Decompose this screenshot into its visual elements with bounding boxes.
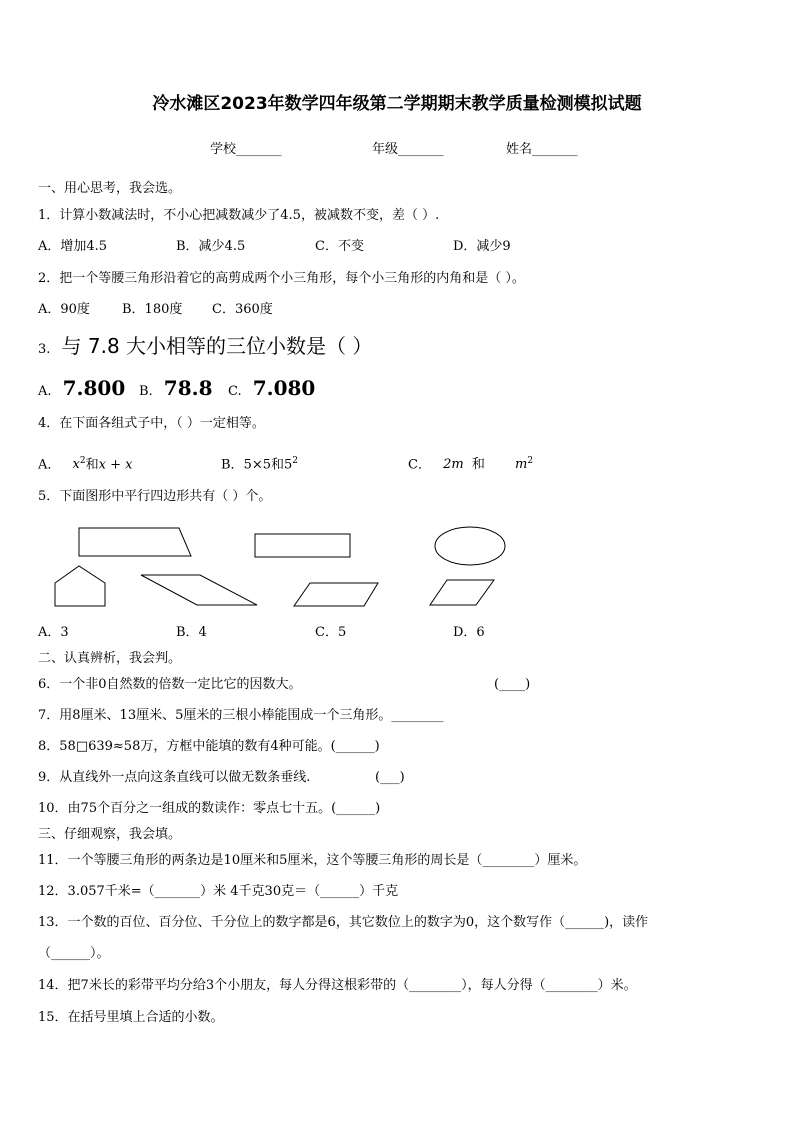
name-field[interactable]: 姓名_______ [506,142,578,157]
q1-option-b[interactable]: B．减少4.5 [176,239,246,254]
q4-c-sup: 2 [527,456,534,466]
q1-option-c[interactable]: C．不变 [315,239,364,254]
q4-c-expr: 2m [443,457,464,473]
q3-text: 与 7.8 大小相等的三位小数是（ ） [61,334,373,358]
question-5: 5．下面图形中平行四边形共有（ ）个。 [38,489,272,504]
question-10: 10．由75个百分之一组成的数读作：零点七十五。(______) [38,801,381,816]
q4-a-x: x [72,457,80,473]
question-7: 7．用8厘米、13厘米、5厘米的三根小棒能围成一个三角形。________ [38,708,444,723]
q5-option-d[interactable]: D．6 [453,625,485,640]
parallelogram-shape-3 [430,580,494,605]
q3-option-b-label: B. [139,384,153,399]
question-2: 2．把一个等腰三角形沿着它的高剪成两个小三角形，每个小三角形的内角和是（ ）。 [38,271,525,286]
rectangle-shape [255,534,350,557]
question-13: 13．一个数的百位、百分位、千分位上的数字都是6，其它数位上的数字为0，这个数写作（______)，读作 [38,915,649,930]
section-3-heading: 三、仔细观察，我会填。 [38,827,182,842]
q3-option-b-value: 78.8 [163,376,213,400]
section-2-heading: 二、认真辨析，我会判。 [38,651,182,666]
q2-option-a[interactable]: A．90度 [38,302,90,317]
question-8: 8．58□639≈58万，方框中能填的数有4种可能。(______) [38,739,380,754]
q5-option-c[interactable]: C．5 [315,625,347,640]
parallelogram-shape-2 [294,583,378,606]
q3-option-a-value: 7.800 [62,376,126,400]
q4-c-mid: 和 [471,457,485,473]
q4-c-m: m [515,457,528,473]
q3-option-a-label: A. [38,384,52,399]
q3-number: 3. [38,342,51,357]
q4-a-sup: 2 [79,456,86,466]
q4-b-sup: 2 [292,456,299,466]
section-1-heading: 一、用心思考，我会选。 [38,181,182,196]
question-14: 14．把7米长的彩带平均分给3个小朋友，每人分得这根彩带的（________），每人分得（________）米。 [38,978,637,993]
page-title: 冷水滩区2023年数学四年级第二学期期末教学质量检测模拟试题 [152,94,642,114]
q3-option-c-label: C. [228,384,242,399]
q2-option-c[interactable]: C．360度 [212,302,273,317]
q6-answer-blank[interactable]: (____) [494,677,531,692]
question-9: 9．从直线外一点向这条直线可以做无数条垂线. [38,770,311,785]
q1-option-d[interactable]: D．减少9 [453,239,511,254]
q3-option-c-value: 7.080 [252,376,316,400]
school-field[interactable]: 学校_______ [210,142,282,157]
right-trapezoid-shape [79,528,191,556]
q5-option-a[interactable]: A．3 [38,625,69,640]
q9-answer-blank[interactable]: (___) [375,770,405,785]
parallelogram-shape-1 [141,575,257,605]
q4-a-mid: 和 [85,457,99,473]
q1-option-a[interactable]: A．增加4.5 [38,239,108,254]
question-15: 15．在括号里填上合适的小数。 [38,1010,224,1025]
grade-field[interactable]: 年级_______ [372,142,444,157]
question-12: 12．3.057千米=（_______）米 4千克30克＝（______）千克 [38,884,399,899]
q4-option-a-label: A． [38,457,61,473]
question-11: 11．一个等腰三角形的两条边是10厘米和5厘米，这个等腰三角形的周长是（________）厘米。 [38,853,587,868]
question-13-continued: （______）。 [38,946,110,961]
q4-b-expr: 5×5和5 [243,457,293,473]
question-1: 1．计算小数减法时，不小心把减数减少了4.5，被减数不变，差（ ）. [38,208,440,223]
q4-option-c-label: C． [408,457,431,473]
q4-a-expr: x + x [98,457,133,473]
pentagon-shape [55,566,105,606]
ellipse-shape [435,527,505,565]
question-6: 6．一个非0自然数的倍数一定比它的因数大。 [38,677,302,692]
question-4: 4．在下面各组式子中，（ ）一定相等。 [38,416,265,431]
q2-option-b[interactable]: B．180度 [122,302,183,317]
q4-option-b-label: B． [221,457,244,473]
q5-option-b[interactable]: B．4 [176,625,207,640]
